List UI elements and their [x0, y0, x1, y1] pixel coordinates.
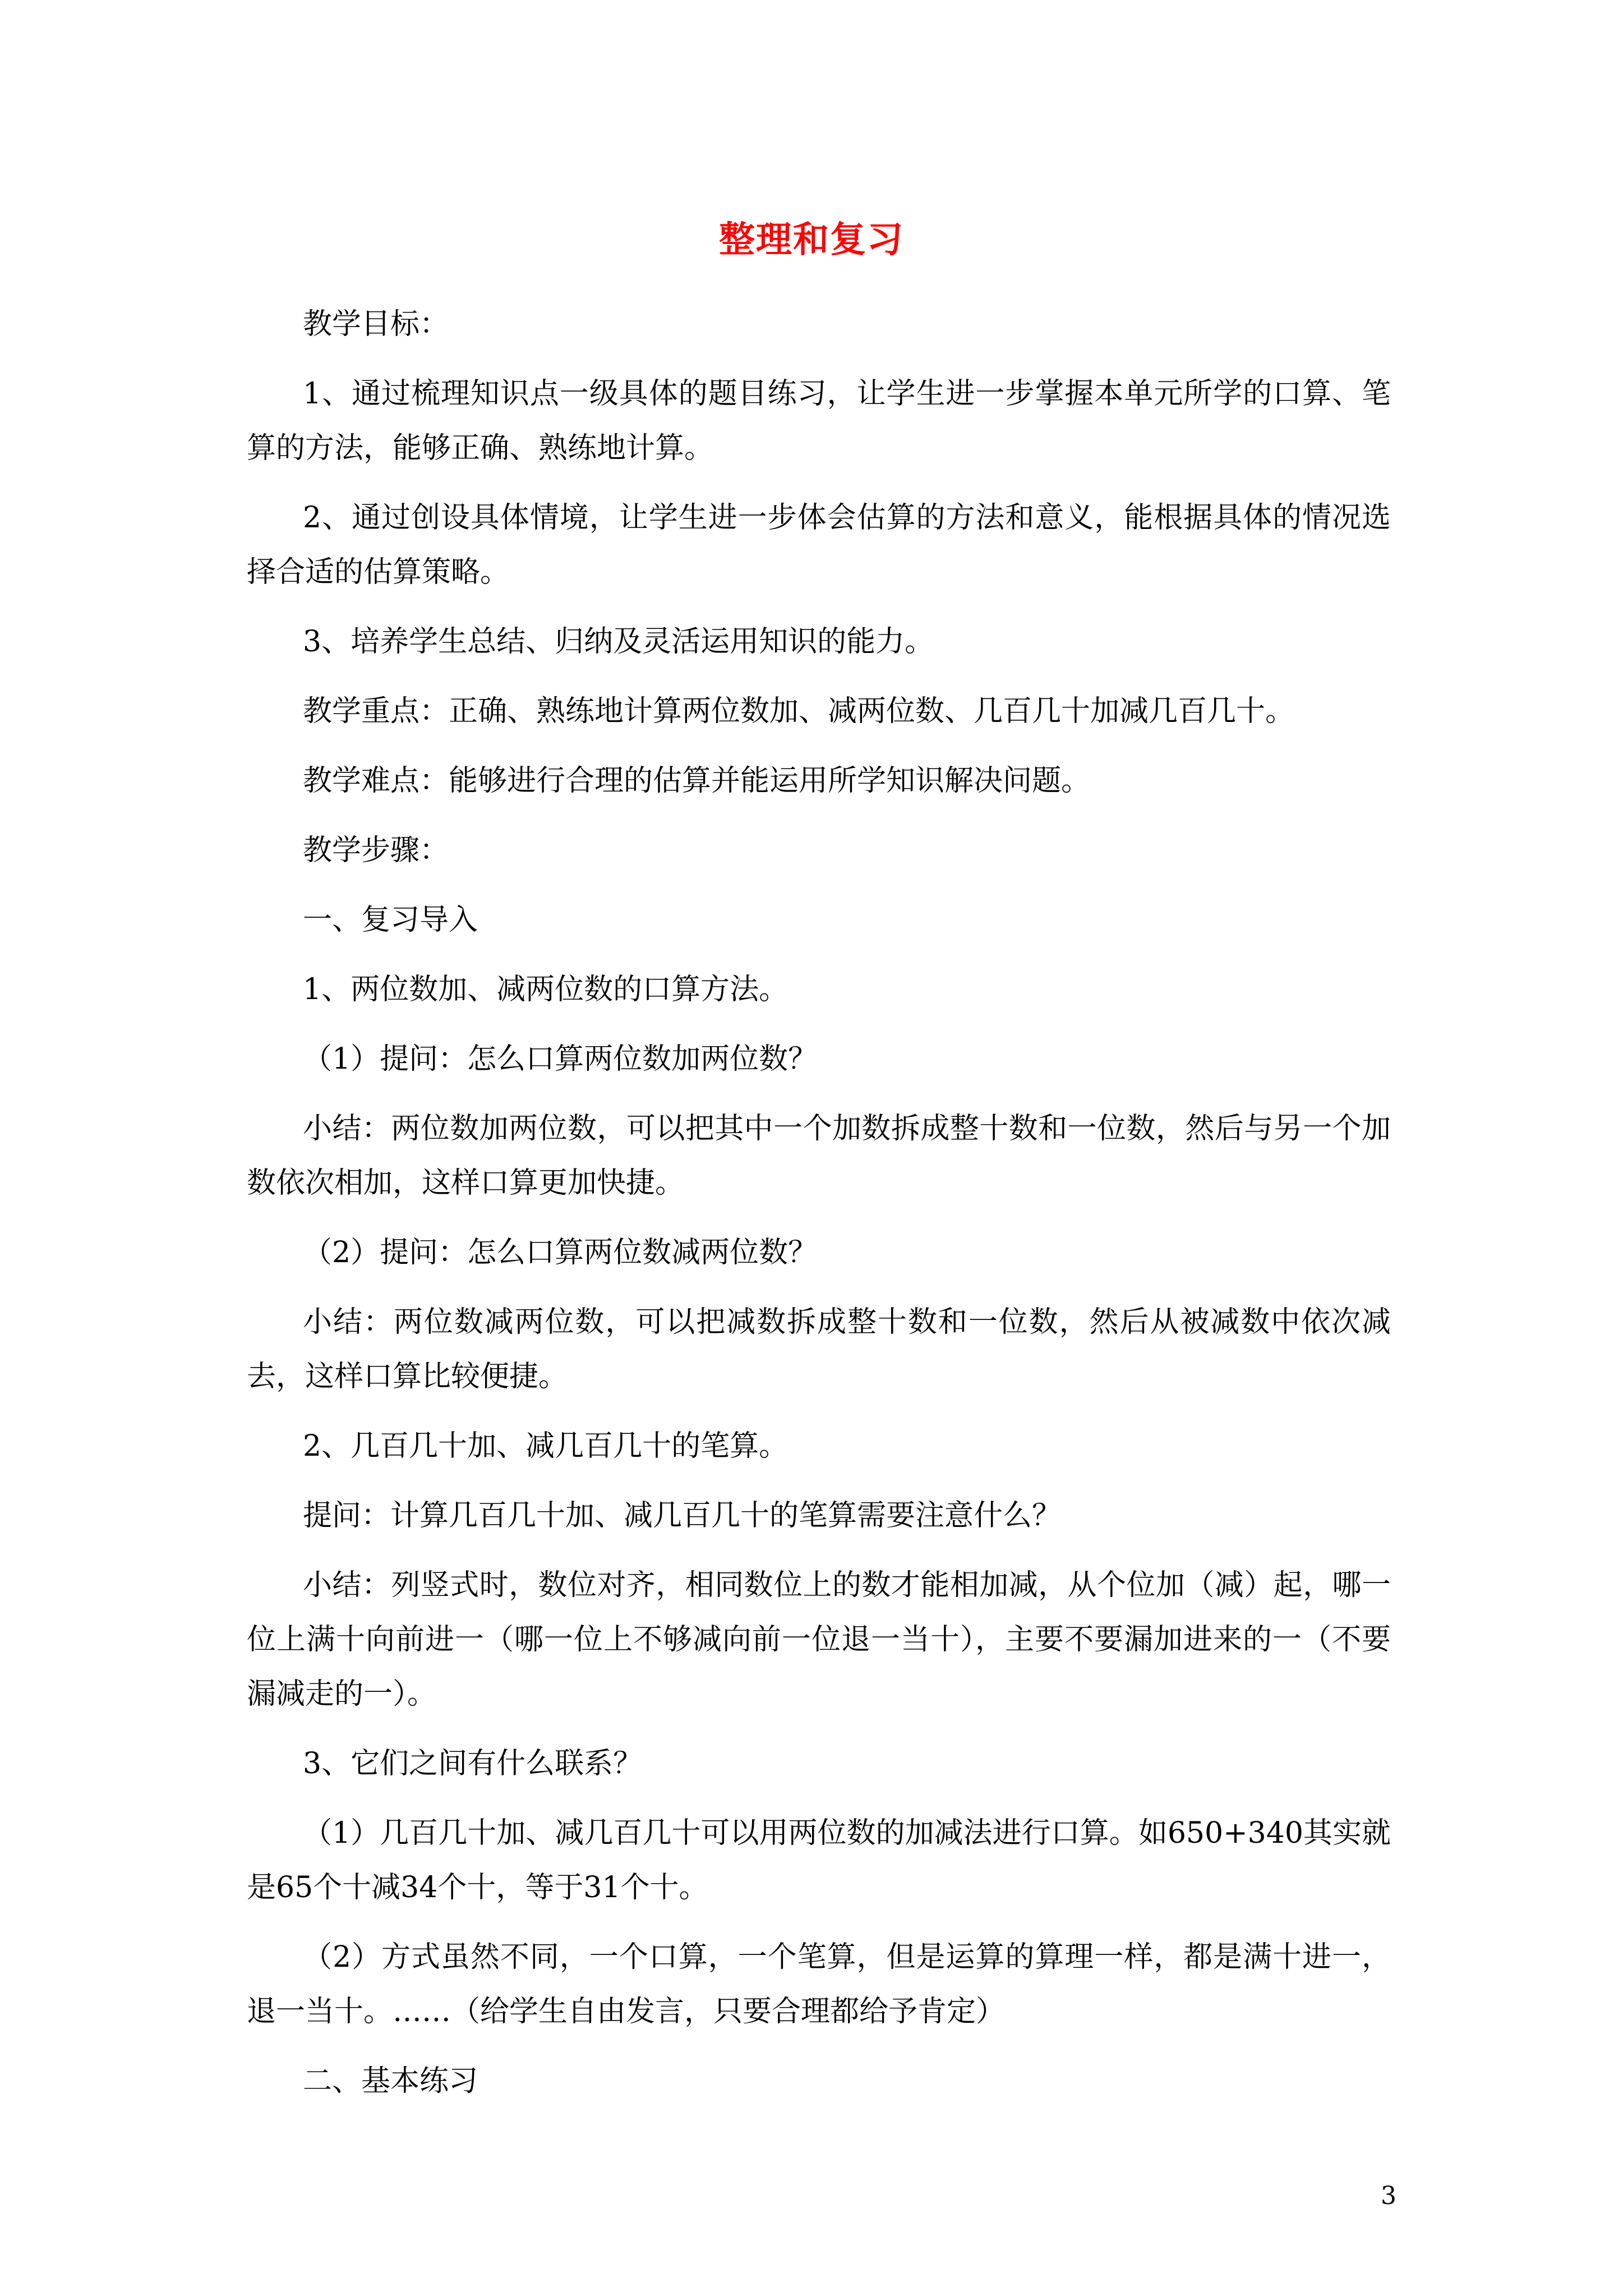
paragraph: 3、培养学生总结、归纳及灵活运用知识的能力。	[303, 625, 934, 659]
paragraph: 1、两位数加、减两位数的口算方法。	[303, 973, 789, 1006]
paragraph: （2）提问：怎么口算两位数减两位数？	[303, 1236, 818, 1269]
paragraph: 教学步骤：	[303, 834, 449, 867]
paragraph: （1）提问：怎么口算两位数加两位数？	[303, 1042, 818, 1076]
page-number: 3	[1381, 2182, 1396, 2210]
paragraph: 小结：列竖式时，数位对齐，相同数位上的数才能相加减，从个位加（减）起，哪一位上满十向前进一（哪一位上不够减向前一位退一当十），主要不要漏加进来的一（不要漏减走的一）。	[247, 1568, 1391, 1711]
paragraph: 3、它们之间有什么联系？	[303, 1747, 643, 1780]
paragraph: （2）方式虽然不同，一个口算，一个笔算，但是运算的算理一样，都是满十进一，退一当十。……（给学生自由发言，只要合理都给予肯定）	[247, 1940, 1391, 2028]
section-heading: 一、复习导入	[303, 903, 478, 937]
section-heading: 二、基本练习	[303, 2064, 478, 2098]
paragraph: 教学难点：能够进行合理的估算并能运用所学知识解决问题。	[303, 764, 1091, 798]
paragraph: 教学重点：正确、熟练地计算两位数加、减两位数、几百几十加减几百几十。	[303, 694, 1295, 728]
paragraph: 小结：两位数加两位数，可以把其中一个加数拆成整十数和一位数，然后与另一个加数依次相加，这样口算更加快捷。	[247, 1112, 1391, 1200]
paragraph: 1、通过梳理知识点一级具体的题目练习，让学生进一步掌握本单元所学的口算、笔算的方法，能够正确、熟练地计算。	[247, 377, 1391, 465]
page-title: 整理和复习	[719, 219, 904, 261]
document-body	[247, 297, 1391, 2124]
paragraph: 小结：两位数减两位数，可以把减数拆成整十数和一位数，然后从被减数中依次减去，这样口算比较便捷。	[247, 1305, 1391, 1393]
paragraph: 教学目标：	[303, 307, 449, 341]
paragraph: （1）几百几十加、减几百几十可以用两位数的加减法进行口算。如650+340其实就是65个十减34个十，等于31个十。	[247, 1816, 1391, 1904]
paragraph: 2、通过创设具体情境，让学生进一步体会估算的方法和意义，能根据具体的情况选择合适的估算策略。	[247, 501, 1391, 589]
paragraph: 提问：计算几百几十加、减几百几十的笔算需要注意什么？	[303, 1499, 1062, 1533]
paragraph: 2、几百几十加、减几百几十的笔算。	[303, 1429, 789, 1463]
